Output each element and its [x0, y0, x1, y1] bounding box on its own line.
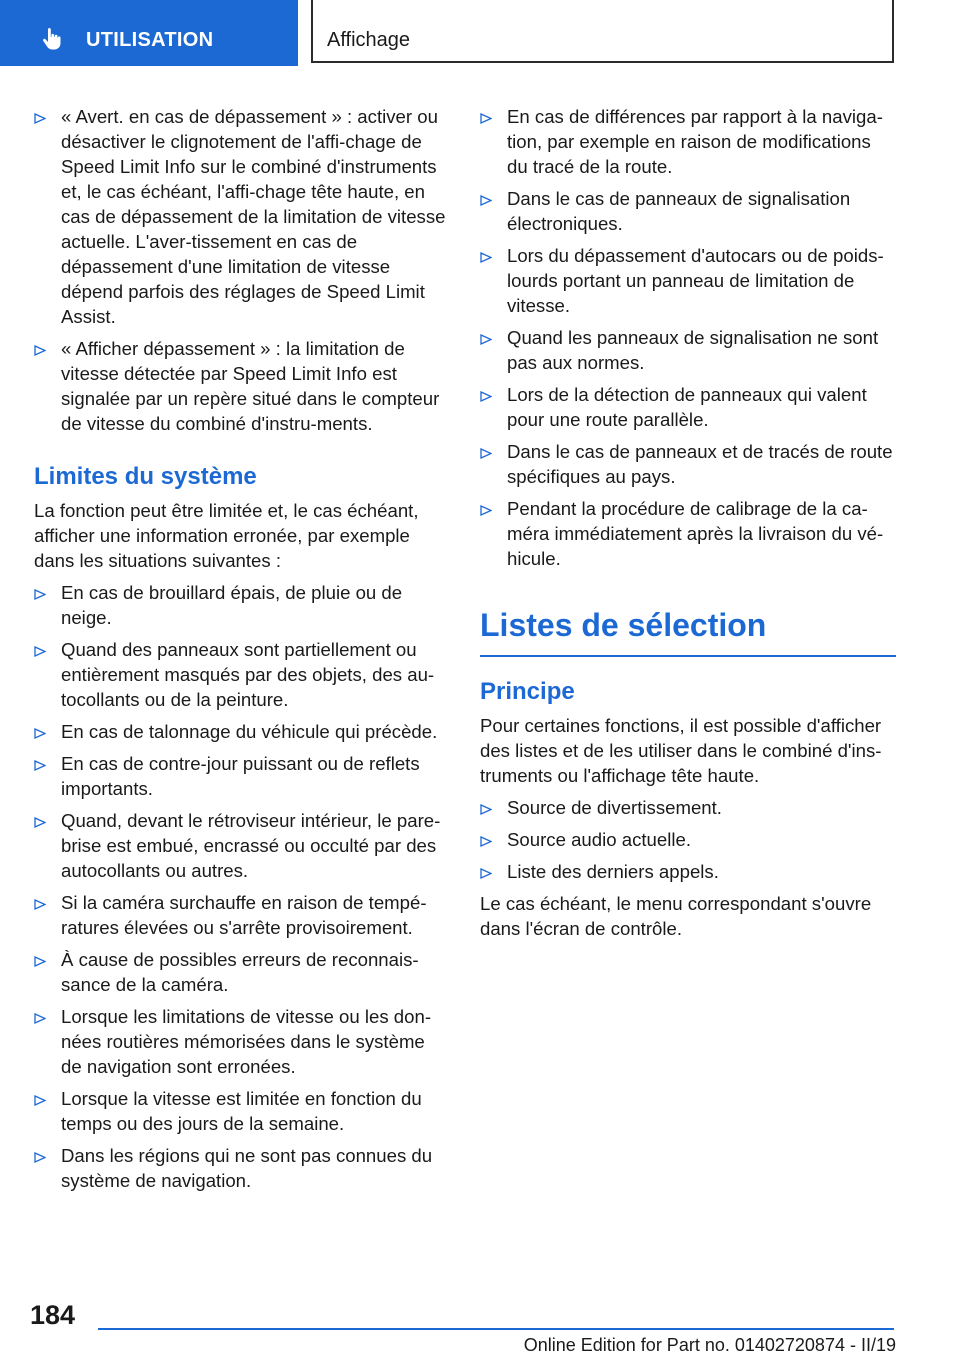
limits-list-continued: [480, 104, 896, 571]
principle-outro: Le cas échéant, le menu correspondant s'ouvre dans l'écran de contrôle.: [480, 893, 872, 939]
list-item: Dans le cas de panneaux et de tracés de route spécifiques au pays.: [480, 439, 896, 489]
list-item: À cause de possibles erreurs de reconnais-sance de la caméra.: [34, 947, 448, 997]
list-item: Quand des panneaux sont partiellement ou entièrement masqués par des objets, des au-tocollants ou de la peinture.: [34, 637, 448, 712]
list-item: Source de divertissement.: [480, 795, 896, 820]
triangle-bullet-icon: [34, 589, 46, 600]
triangle-bullet-icon: [480, 836, 492, 847]
major-heading-selection-lists: Listes de sélection: [480, 605, 896, 657]
section-label: UTILISATION: [86, 29, 214, 51]
triangle-bullet-icon: [34, 646, 46, 657]
left-column: [34, 104, 448, 1200]
list-item: Lorsque les limitations de vitesse ou les don-nées routières mémorisées dans le système de navigation sont erronées.: [34, 1004, 448, 1079]
triangle-bullet-icon: [480, 505, 492, 516]
list-item: Quand, devant le rétroviseur intérieur, le pare-brise est embué, encrassé ou occulté par des autocollants ou autres.: [34, 808, 448, 883]
principle-list: [480, 795, 896, 884]
list-item: En cas de contre-jour puissant ou de reflets importants.: [34, 751, 448, 801]
sub-heading-principle: Principe: [480, 678, 575, 705]
principle-intro: Pour certaines fonctions, il est possible d'afficher des listes et de les utiliser dans le combiné d'ins-truments ou l'affichage tête haute.: [480, 715, 882, 786]
list-item: Liste des derniers appels.: [480, 859, 896, 884]
triangle-bullet-icon: [34, 728, 46, 739]
settings-options-list: [34, 104, 448, 436]
triangle-bullet-icon: [34, 345, 46, 356]
limits-list: [34, 580, 448, 1193]
list-item: En cas de brouillard épais, de pluie ou de neige.: [34, 580, 448, 630]
edition-footer: Online Edition for Part no. 01402720874 - II/19: [523, 1335, 896, 1355]
right-column: [480, 104, 896, 948]
triangle-bullet-icon: [480, 391, 492, 402]
list-item: « Afficher dépassement » : la limitation de vitesse détectée par Speed Limit Info est signalée par un repère situé dans le compteur de vitesse du combiné d'instru-ments.: [34, 336, 448, 436]
triangle-bullet-icon: [480, 195, 492, 206]
hand-pointer-icon: [40, 27, 64, 51]
triangle-bullet-icon: [480, 868, 492, 879]
triangle-bullet-icon: [34, 1095, 46, 1106]
list-item: Lors du dépassement d'autocars ou de poids-lourds portant un panneau de limitation de vitesse.: [480, 243, 896, 318]
triangle-bullet-icon: [480, 252, 492, 263]
triangle-bullet-icon: [34, 899, 46, 910]
list-item: Quand les panneaux de signalisation ne sont pas aux normes.: [480, 325, 896, 375]
page-title: Affichage: [327, 29, 411, 51]
list-item: En cas de différences par rapport à la naviga-tion, par exemple en raison de modifications du tracé de la route.: [480, 104, 896, 179]
list-item: Dans le cas de panneaux de signalisation électroniques.: [480, 186, 896, 236]
footer-divider: [98, 1328, 894, 1330]
triangle-bullet-icon: [480, 113, 492, 124]
triangle-bullet-icon: [34, 113, 46, 124]
list-item: Pendant la procédure de calibrage de la ca-méra immédiatement après la livraison du vé-hicule.: [480, 496, 896, 571]
section-heading-limits: Limites du système: [34, 463, 257, 490]
page-title-box: [311, 0, 894, 63]
list-item: Si la caméra surchauffe en raison de tempé-ratures élevées ou s'arrête provisoirement.: [34, 890, 448, 940]
section-tab[interactable]: [0, 0, 298, 66]
list-item: Lors de la détection de panneaux qui valent pour une route parallèle.: [480, 382, 896, 432]
triangle-bullet-icon: [480, 448, 492, 459]
triangle-bullet-icon: [34, 956, 46, 967]
triangle-bullet-icon: [480, 334, 492, 345]
triangle-bullet-icon: [34, 817, 46, 828]
list-item: Dans les régions qui ne sont pas connues du système de navigation.: [34, 1143, 448, 1193]
page-number: 184: [30, 1300, 76, 1330]
section-intro: La fonction peut être limitée et, le cas échéant, afficher une information erronée, par exemple dans les situations suivantes :: [34, 500, 419, 571]
list-item: Lorsque la vitesse est limitée en fonction du temps ou des jours de la semaine.: [34, 1086, 448, 1136]
list-item: « Avert. en cas de dépassement » : activer ou désactiver le clignotement de l'affi-chage de Speed Limit Info sur le combiné d'instruments et, le cas échéant, l'affi-chage tête haute, en cas de dépassement de la limitation de vitesse actuelle. L'aver-tissement en cas de dépassement d'une limitation de vitesse dépend parfois des réglages de Speed Limit Assist.: [34, 104, 448, 329]
list-item: Source audio actuelle.: [480, 827, 896, 852]
triangle-bullet-icon: [34, 760, 46, 771]
triangle-bullet-icon: [34, 1013, 46, 1024]
triangle-bullet-icon: [34, 1152, 46, 1163]
triangle-bullet-icon: [480, 804, 492, 815]
list-item: En cas de talonnage du véhicule qui précède.: [34, 719, 448, 744]
